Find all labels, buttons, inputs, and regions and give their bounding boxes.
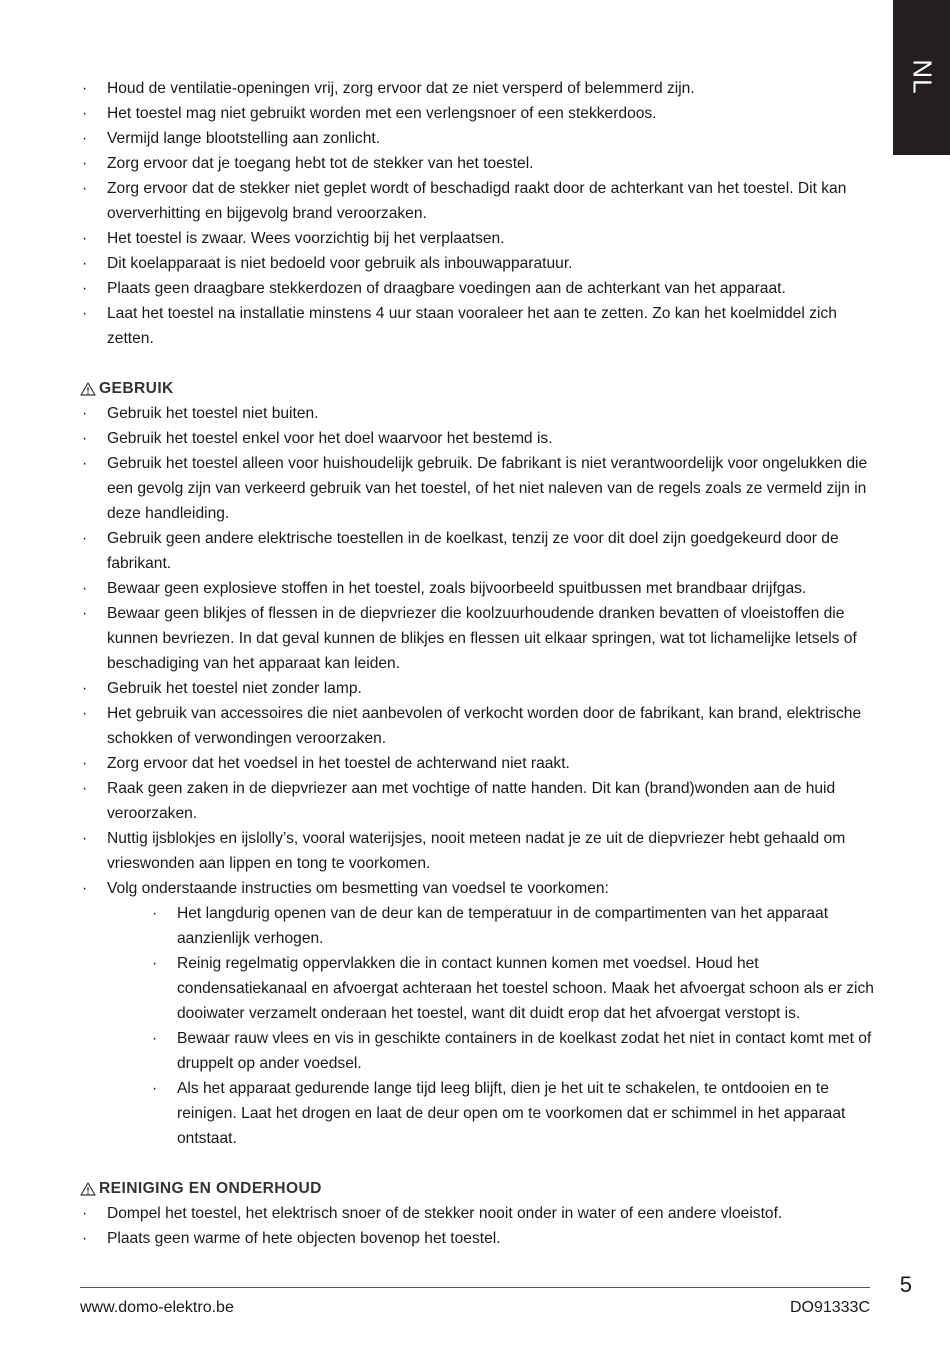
sub-list-item: · Bewaar rauw vlees en vis in geschikte containers in de koelkast zodat het niet in contact komt met of druppelt op ander voedsel. <box>150 1026 875 1076</box>
intro-list <box>80 76 875 351</box>
list-item: · Bewaar geen explosieve stoffen in het toestel, zoals bijvoorbeeld spuitbussen met brandbaar drijfgas. <box>80 576 875 601</box>
list-item: · Gebruik geen andere elektrische toestellen in de koelkast, tenzij ze voor dit doel zijn goedgekeurd door de fabrikant. <box>80 526 875 576</box>
list-item: · Gebruik het toestel niet zonder lamp. <box>80 676 875 701</box>
list-item: · Gebruik het toestel niet buiten. <box>80 401 875 426</box>
list-item: · Houd de ventilatie-openingen vrij, zorg ervoor dat ze niet versperd of belemmerd zijn. <box>80 76 875 101</box>
list-item: · Vermijd lange blootstelling aan zonlicht. <box>80 126 875 151</box>
list-item: · Raak geen zaken in de diepvriezer aan met vochtige of natte handen. Dit kan (brand)wonden aan de huid veroorzaken. <box>80 776 875 826</box>
list-item: · Het toestel is zwaar. Wees voorzichtig bij het verplaatsen. <box>80 226 875 251</box>
section-heading-gebruik <box>80 376 875 401</box>
list-item: · Laat het toestel na installatie minstens 4 uur staan vooraleer het aan te zetten. Zo kan het koelmiddel zich zetten. <box>80 301 875 351</box>
language-label: NL <box>907 59 937 95</box>
list-item: · Zorg ervoor dat je toegang hebt tot de stekker van het toestel. <box>80 151 875 176</box>
page-number: 5 <box>899 1272 912 1297</box>
list-item: · Gebruik het toestel alleen voor huishoudelijk gebruik. De fabrikant is niet verantwoordelijk voor ongelukken die een gevolg zijn van verkeerd gebruik van het toestel, of het niet naleven van de regels zoals ze vermeld zijn in deze handleiding. <box>80 451 875 526</box>
section-title: REINIGING EN ONDERHOUD <box>99 1180 322 1197</box>
warning-icon <box>80 382 96 396</box>
footer-website: www.domo-elektro.be <box>80 1299 234 1316</box>
list-item: · Gebruik het toestel enkel voor het doel waarvoor het bestemd is. <box>80 426 875 451</box>
list-item: · Volg onderstaande instructies om besmetting van voedsel te voorkomen: <box>80 876 875 901</box>
sub-list-item: · Als het apparaat gedurende lange tijd leeg blijft, dien je het uit te schakelen, te ontdooien en te reinigen. Laat het drogen en laat de deur open om te voorkomen dat er schimmel in het apparaat ontstaat. <box>150 1076 875 1151</box>
sub-list-item: · Het langdurig openen van de deur kan de temperatuur in de compartimenten van het apparaat aanzienlijk verhogen. <box>150 901 875 951</box>
list-item: · Het gebruik van accessoires die niet aanbevolen of verkocht worden door de fabrikant, kan brand, elektrische schokken of verwondingen veroorzaken. <box>80 701 875 751</box>
list-item: · Zorg ervoor dat het voedsel in het toestel de achterwand niet raakt. <box>80 751 875 776</box>
list-item: · Bewaar geen blikjes of flessen in de diepvriezer die koolzuurhoudende dranken bevatten of vloeistoffen die kunnen bevriezen. In dat geval kunnen de blikjes en flessen uit elkaar springen, wat tot lichamelijke letsels of beschadiging van het apparaat kan leiden. <box>80 601 875 676</box>
list-item: · Dit koelapparaat is niet bedoeld voor gebruik als inbouwapparatuur. <box>80 251 875 276</box>
list-item: · Zorg ervoor dat de stekker niet geplet wordt of beschadigd raakt door de achterkant van het toestel. Dit kan oververhitting en bijgevolg brand veroorzaken. <box>80 176 875 226</box>
warning-icon <box>80 1182 96 1196</box>
food-contamination-sublist <box>150 901 875 1151</box>
gebruik-list <box>80 401 875 901</box>
section-heading-reiniging <box>80 1176 875 1201</box>
sub-list-item: · Reinig regelmatig oppervlakken die in contact kunnen komen met voedsel. Houd het condensatiekanaal en afvoergat achteraan het toestel schoon. Maak het afvoergat schoon als er zich dooiwater verzamelt onderaan het toestel, want dit duidt erop dat het afvoergat verstopt is. <box>150 951 875 1026</box>
list-item: · Het toestel mag niet gebruikt worden met een verlengsnoer of een stekkerdoos. <box>80 101 875 126</box>
section-title: GEBRUIK <box>99 380 174 397</box>
footer-model-number: DO91333C <box>789 1299 870 1316</box>
language-tab <box>893 0 950 155</box>
footer-divider <box>80 1287 870 1288</box>
list-item: · Nuttig ijsblokjes en ijslolly’s, vooral waterijsjes, nooit meteen nadat je ze uit de diepvriezer hebt gehaald om vrieswonden aan lippen en tong te voorkomen. <box>80 826 875 876</box>
reiniging-list <box>80 1201 875 1251</box>
list-item: · Plaats geen warme of hete objecten bovenop het toestel. <box>80 1226 875 1251</box>
page-content <box>80 76 875 1251</box>
list-item: · Plaats geen draagbare stekkerdozen of draagbare voedingen aan de achterkant van het apparaat. <box>80 276 875 301</box>
list-item: · Dompel het toestel, het elektrisch snoer of de stekker nooit onder in water of een andere vloeistof. <box>80 1201 875 1226</box>
